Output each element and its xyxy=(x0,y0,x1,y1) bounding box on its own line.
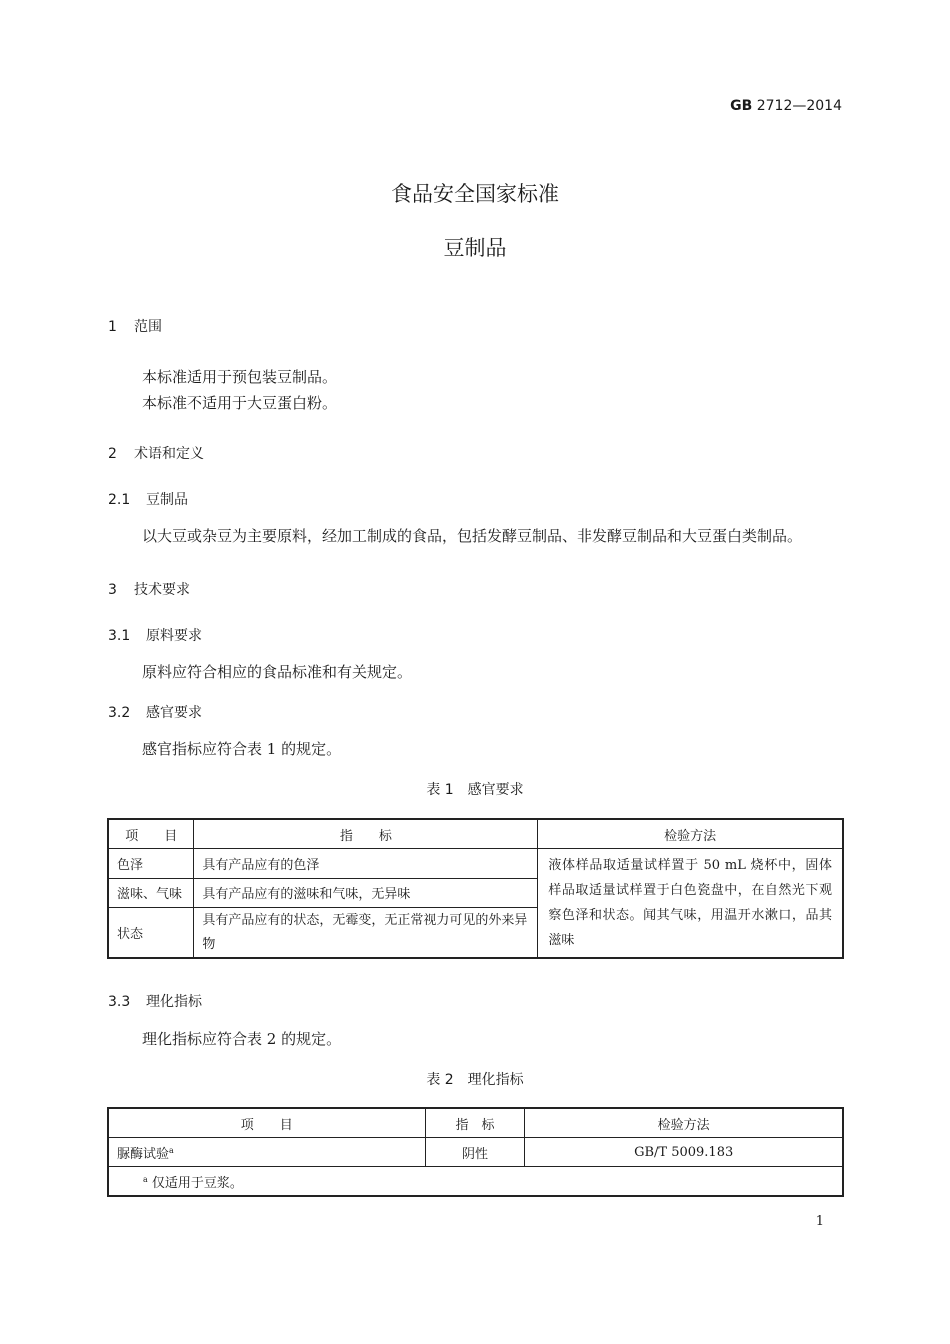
document-subtitle: 豆制品 xyxy=(443,236,507,260)
section-3-heading xyxy=(108,579,190,599)
section-number: 2 xyxy=(108,446,117,462)
column-header-item: 项 目 xyxy=(108,819,194,849)
section-number: 2.1 xyxy=(108,492,131,508)
caption-number: 表 2 xyxy=(426,1072,454,1088)
cell-item: 滋味、气味 xyxy=(108,878,194,908)
table-footnote-row xyxy=(108,1167,843,1197)
section-3-3-paragraph: 理化指标应符合表 2 的规定。 xyxy=(142,1030,342,1048)
table-row xyxy=(108,849,843,879)
table-footnote xyxy=(108,1167,843,1197)
section-title: 原料要求 xyxy=(146,628,202,644)
section-title: 感官要求 xyxy=(146,705,202,721)
table-1-caption xyxy=(0,779,950,799)
standard-code xyxy=(730,98,842,114)
section-title: 理化指标 xyxy=(146,994,202,1010)
column-header-indicator: 指 标 xyxy=(194,819,538,849)
section-number: 3.3 xyxy=(108,994,131,1010)
item-text: 脲酶试验 xyxy=(117,1146,170,1162)
cell-method: 液体样品取适量试样置于 50 mL 烧杯中，固体样品取适量试样置于白色瓷盘中，在自然光下观察色泽和状态。闻其气味，用温开水漱口，品其滋味 xyxy=(538,849,843,959)
table-2-caption xyxy=(0,1069,950,1089)
page-number: 1 xyxy=(815,1214,824,1229)
cell-item xyxy=(108,1138,425,1167)
section-title: 术语和定义 xyxy=(134,446,204,462)
table-row xyxy=(108,1138,843,1167)
cell-method: GB/T 5009.183 xyxy=(525,1138,843,1167)
cell-indicator: 具有产品应有的状态，无霉变，无正常视力可见的外来异物 xyxy=(194,908,538,958)
column-header-method: 检验方法 xyxy=(538,819,843,849)
document-title: 食品安全国家标准 xyxy=(391,182,559,206)
cell-item: 状态 xyxy=(108,908,194,958)
footnote-marker: a xyxy=(143,1174,148,1184)
standard-number: 2712—2014 xyxy=(756,98,842,114)
cell-indicator: 具有产品应有的滋味和气味，无异味 xyxy=(194,878,538,908)
caption-number: 表 1 xyxy=(426,782,454,798)
physicochemical-indicators-table xyxy=(107,1107,844,1197)
cell-item: 色泽 xyxy=(108,849,194,879)
section-3-2-paragraph: 感官指标应符合表 1 的规定。 xyxy=(142,740,342,758)
sensory-requirements-table xyxy=(107,818,844,959)
section-2-1-heading xyxy=(108,489,188,509)
section-number: 3.1 xyxy=(108,628,131,644)
column-header-indicator: 指 标 xyxy=(425,1108,525,1138)
section-title: 范围 xyxy=(134,319,162,335)
column-header-item: 项 目 xyxy=(108,1108,425,1138)
section-1-paragraph-2: 本标准不适用于大豆蛋白粉。 xyxy=(142,394,338,412)
section-2-heading xyxy=(108,443,204,463)
section-title: 豆制品 xyxy=(146,492,188,508)
caption-title: 理化指标 xyxy=(467,1072,524,1088)
column-header-method: 检验方法 xyxy=(525,1108,843,1138)
section-3-2-heading xyxy=(108,702,202,722)
section-title: 技术要求 xyxy=(134,582,190,598)
section-number: 3.2 xyxy=(108,705,131,721)
table-header-row xyxy=(108,1108,843,1138)
footnote-text: 仅适用于豆浆。 xyxy=(151,1175,243,1191)
cell-indicator: 阴性 xyxy=(425,1138,525,1167)
section-3-3-heading xyxy=(108,991,202,1011)
section-1-paragraph-1: 本标准适用于预包装豆制品。 xyxy=(142,368,338,386)
section-2-1-paragraph: 以大豆或杂豆为主要原料，经加工制成的食品，包括发酵豆制品、非发酵豆制品和大豆蛋白类制品。 xyxy=(142,527,803,545)
section-1-heading xyxy=(108,316,162,336)
footnote-marker: a xyxy=(169,1145,174,1155)
section-3-1-heading xyxy=(108,625,202,645)
table-header-row xyxy=(108,819,843,849)
caption-title: 感官要求 xyxy=(467,782,524,798)
section-number: 3 xyxy=(108,582,117,598)
cell-indicator: 具有产品应有的色泽 xyxy=(194,849,538,879)
section-3-1-paragraph: 原料应符合相应的食品标准和有关规定。 xyxy=(142,663,413,681)
section-number: 1 xyxy=(108,319,117,335)
standard-prefix: GB xyxy=(730,98,753,114)
